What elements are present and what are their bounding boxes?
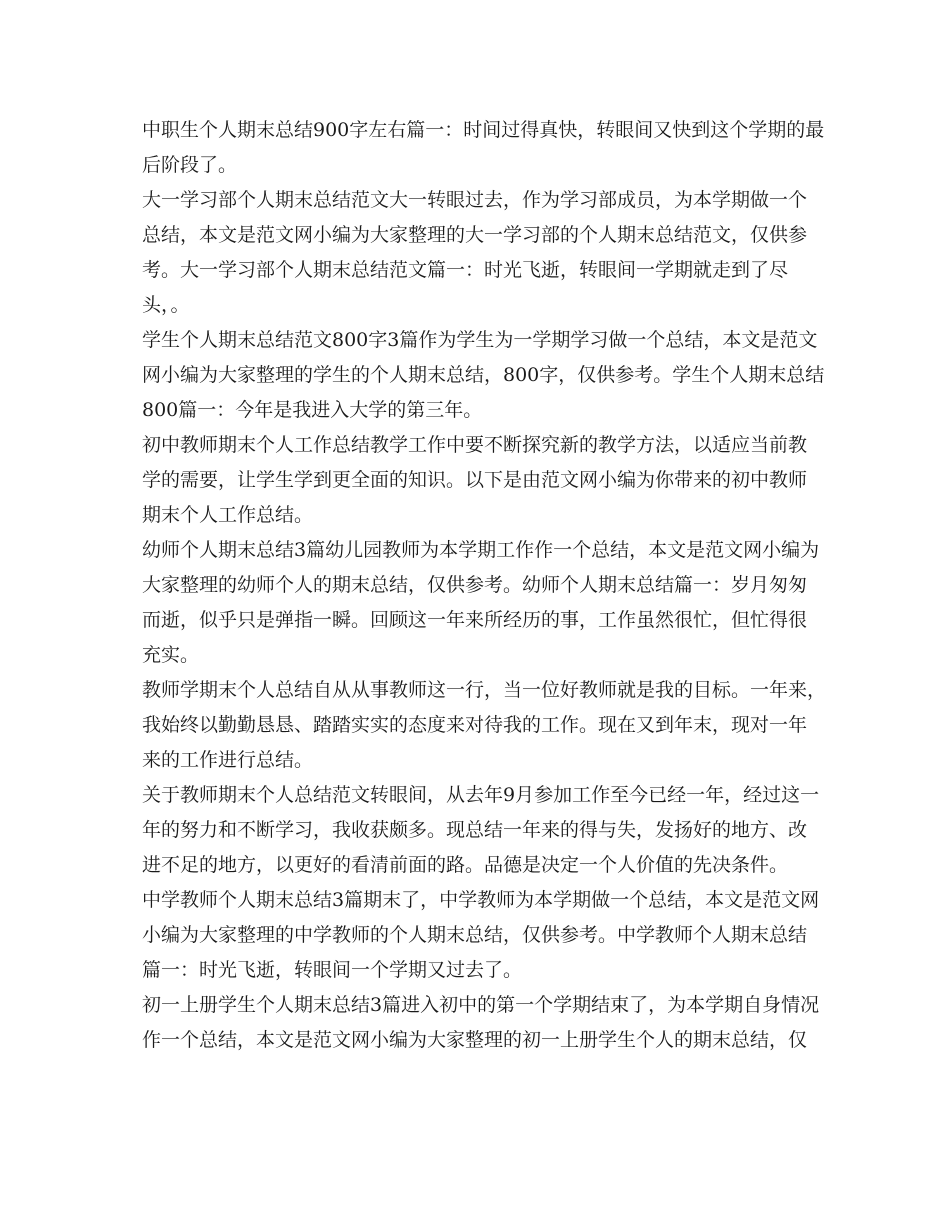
text-line: 篇一：时光飞逝，转眼间一个学期又过去了。 [142,959,523,981]
text-line: 幼师个人期末总结3篇幼儿园教师为本学期工作作一个总结，本文是范文网小编为 [142,539,820,561]
text-line: 作一个总结，本文是范文网小编为大家整理的初一上册学生个人的期末总结，仅 [142,1029,808,1051]
text-line: 期末个人工作总结。 [142,504,314,526]
text-line: 关于教师期末个人总结范文转眼间，从去年9月参加工作至今已经一年，经过这一 [142,784,820,806]
text-line: 而逝，似乎只是弹指一瞬。回顾这一年来所经历的事，工作虽然很忙，但忙得很 [142,609,808,631]
text-line: 大一学习部个人期末总结范文大一转眼过去，作为学习部成员，为本学期做一个 [142,189,808,211]
text-line: 学生个人期末总结范文800字3篇作为学生为一学期学习做一个总结，本文是范文 [142,329,818,351]
text-line: 初一上册学生个人期末总结3篇进入初中的第一个学期结束了，为本学期自身情况 [142,994,820,1016]
text-line: 头，。 [142,294,190,316]
text-line: 年的努力和不断学习，我收获颇多。现总结一年来的得与失，发扬好的地方、改 [142,819,808,841]
text-line: 大家整理的幼师个人的期末总结，仅供参考。幼师个人期末总结篇一：岁月匆匆 [142,574,808,596]
text-line: 来的工作进行总结。 [142,749,314,771]
text-line: 我始终以勤勤恳恳、踏踏实实的态度来对待我的工作。现在又到年末，现对一年 [142,714,808,736]
text-line: 中职生个人期末总结900字左右篇一：时间过得真快，转眼间又快到这个学期的最 [142,119,825,141]
text-line: 网小编为大家整理的学生的个人期末总结，800字，仅供参考。学生个人期末总结 [142,364,825,386]
text-line: 充实。 [142,644,200,666]
text-line: 教师学期末个人总结自从从事教师这一行，当一位好教师就是我的目标。一年来， [142,679,827,701]
text-line: 进不足的地方，以更好的看清前面的路。品德是决定一个人价值的先决条件。 [142,854,789,876]
text-line: 中学教师个人期末总结3篇期末了，中学教师为本学期做一个总结，本文是范文网 [142,889,820,911]
text-line: 考。大一学习部个人期末总结范文篇一：时光飞逝，转眼间一学期就走到了尽 [142,259,789,281]
text-line: 800篇一：今年是我进入大学的第三年。 [142,399,483,421]
text-line: 后阶段了。 [142,154,238,176]
text-line: 学的需要，让学生学到更全面的知识。以下是由范文网小编为你带来的初中教师 [142,469,808,491]
text-line: 小编为大家整理的中学教师的个人期末总结，仅供参考。中学教师个人期末总结 [142,924,808,946]
text-line: 初中教师期末个人工作总结教学工作中要不断探究新的教学方法，以适应当前教 [142,434,808,456]
document-body [142,113,827,1058]
text-line: 总结，本文是范文网小编为大家整理的大一学习部的个人期末总结范文，仅供参 [142,224,808,246]
